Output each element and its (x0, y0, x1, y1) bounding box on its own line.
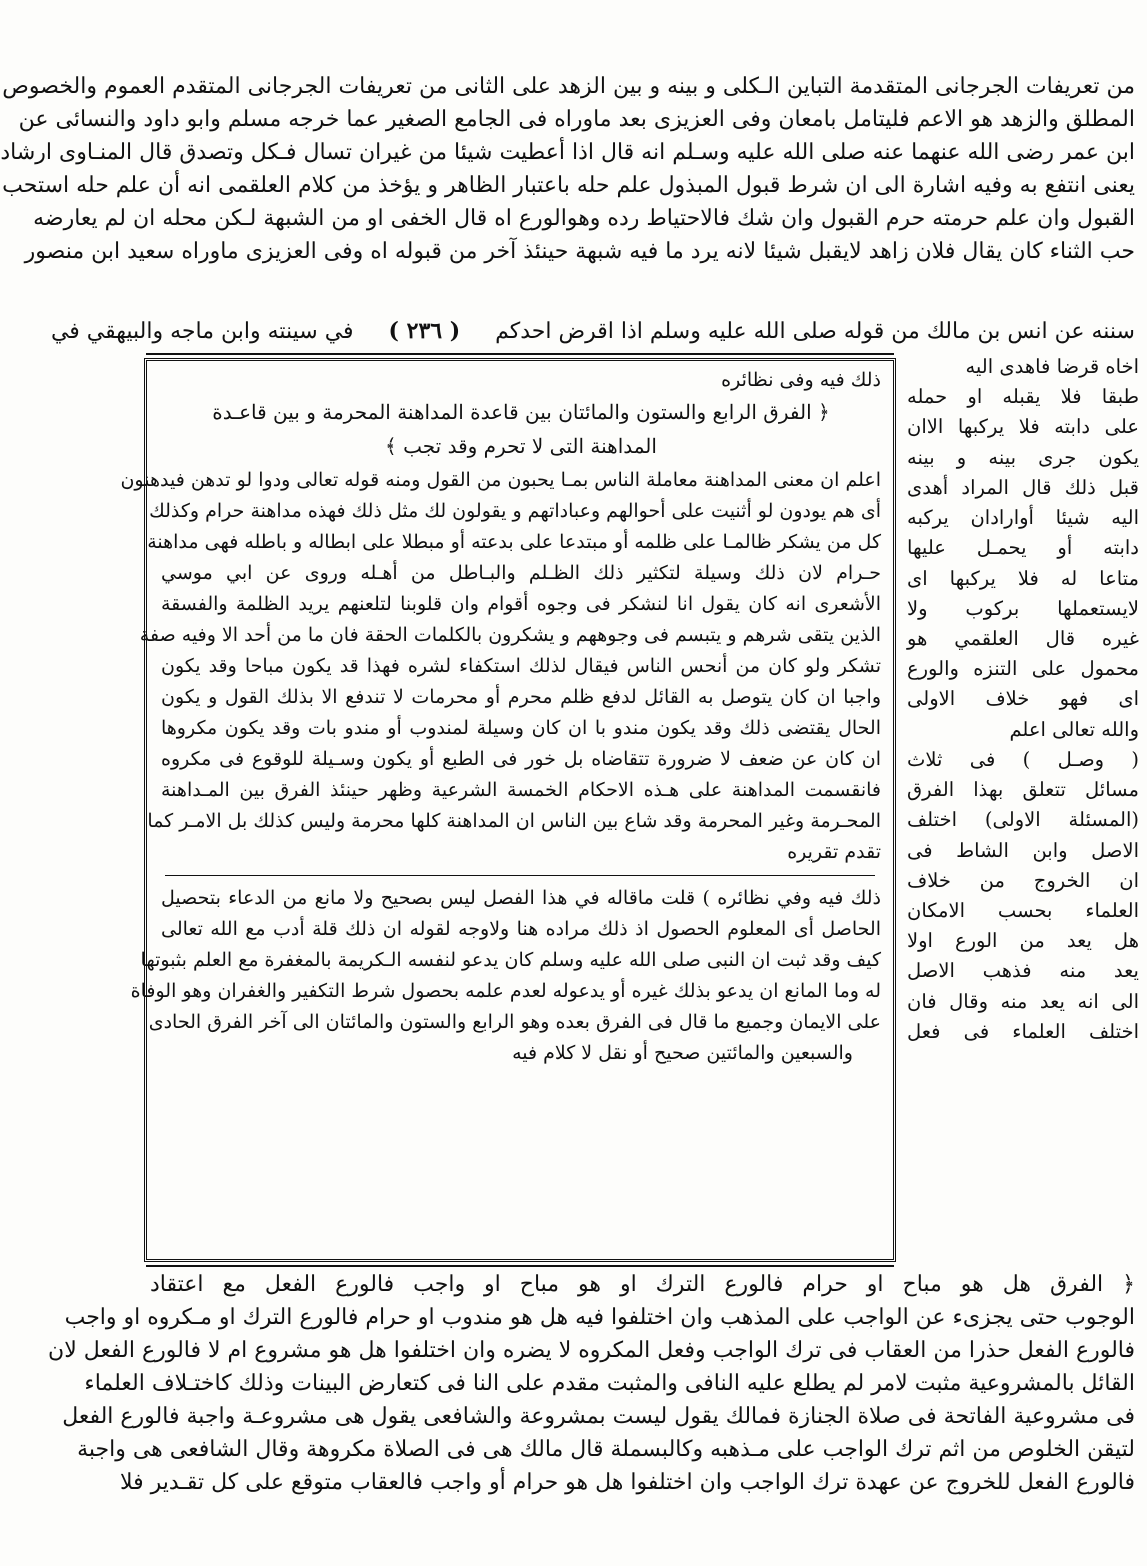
side-line: يعد منه فذهب الاصل (907, 959, 1139, 982)
page-line-left: في سينته وابن ماجه والبيهقي في (50, 319, 354, 344)
text-line: فالورع الفعل حذرا من العقاب فى ترك الواجب وفعل المكروه لا يضره وان اختلفوا هل هو مشروع ام لا فالورع الفعل لان (48, 1338, 1135, 1363)
side-line: لايستعملها بركوب ولا (907, 597, 1139, 620)
footnote-line: والسبعين والمائتين صحيح أو نقل لا كلام فيه (512, 1042, 853, 1064)
text-line: يعنى انتفع به وفيه اشارة الى ان شرط قبول المبذول علم حله باعتبار الظاهر و يؤخذ من كلام العلقمى انه أن علم حله استحب (2, 173, 1135, 198)
side-line: والله تعالى اعلم (1009, 718, 1139, 741)
footnote-separator (165, 875, 875, 876)
footnote-line: على الايمان وجميع ما قال فى الفرق بعده وهو الرابع والستون والمائتان الى آخر الفرق الحادى (148, 1011, 881, 1033)
page-number-line (50, 315, 1135, 348)
body-line: كل من يشكر ظالمـا على ظلمه أو مبتدعا على بدعته أو مبطلا على ابطاله و باطله فهى مداهنة (147, 531, 881, 553)
side-line: ان الخروج من خلاف (907, 869, 1139, 892)
side-line: اى فهو خلاف الاولى (907, 687, 1139, 710)
side-line: هل يعد من الورع اولا (907, 929, 1139, 952)
text-line: لتيقن الخلوص من اثم ترك الواجب على مـذهبه وكالبسملة قال مالك هى فى الصلاة مكروهة وقال الشافعى هى واجبة (77, 1437, 1135, 1462)
text-line: من تعريفات الجرجانى المتقدمة التباين الـكلى و بينه و بين الزهد على الثانى من تعريفات الجرجانى المتقدم العموم والخصوص (2, 74, 1135, 99)
side-line: متاعا له فلا يركبها اى (907, 567, 1139, 590)
body-line: اعلم ان معنى المداهنة معاملة الناس بمـا يحبون من القول ومنه قوله تعالى ودوا لو تدهن فيدهنون (120, 469, 881, 491)
text-line: القبول وان علم حرمته حرم القبول وان شك فالاحتياط رده وهوالورع اه قال الخفى او من الشبهة لـكن محله ان لم يعارضه (33, 206, 1135, 231)
page-number: ( ٢٣٦ ) (388, 318, 461, 344)
text-line: ابن عمر رضى الله عنهما عنه صلى الله عليه وسـلم انه قال اذا أعطيت شيئا من غيران تسال فـكل وتصدق قال المنـاوى ارشاد (0, 140, 1135, 165)
side-line: الاصل وابن الشاط فى (907, 839, 1139, 862)
side-line: العلماء بحسب الامكان (907, 899, 1139, 922)
commentary-box (120, 358, 896, 1262)
text-line-with-heading (150, 1268, 1135, 1301)
body-line: المحـرمة وغير المحرمة وقد شاع بين الناس ان المداهنة كلها محرمة وليس كذلك بل الامـر كما (147, 810, 881, 832)
side-line: دابته أو يحمـل عليها (907, 536, 1139, 559)
body-line: تشكر ولو كان من أنحس الناس فيقال لذلك استكفاء لشره فهذا قد يكون مباحا وقد يكون (161, 655, 881, 677)
body-line: الذين يتقى شرهم و يتبسم فى وجوههم و يشكرون بالكلمات الحقة فان ما من أحد الا وفيه صفة (139, 624, 881, 646)
side-line: محمول على التنزه والورع (907, 657, 1139, 680)
side-line: مسائل تتعلق بهذا الفرق (907, 778, 1139, 801)
bottom-line-text: هل هو مباح او حرام فالورع الترك او هو مباح او واجب فالورع الفعل مع اعتقاد (150, 1272, 1032, 1297)
side-line: اليه شيئا أوارادان يركبه (907, 506, 1139, 529)
side-line: ( وصـل ) فى ثلاث (907, 748, 1139, 771)
body-line: واجبا ان كان يتوصل به القائل لدفع ظلم محرم أو محرمات لا تندفع الا بذلك القول و يكون (161, 686, 881, 708)
text-line: الوجوب حتى يجزىء عن الواجب على المذهب وان اختلفوا فيه هل هو مندوب او حرام فالورع الترك او مـكروه او واجب (64, 1305, 1135, 1330)
bottom-heading: ﴿ الفرق (1049, 1272, 1135, 1297)
body-line: الأشعرى انه كان يقول انا لنشكر فى وجوه أقوام وان قلوبنا لتلعنهم يريد الظلمة والفسقة (161, 593, 881, 615)
side-line: قبل ذلك قال المراد أهدى (907, 476, 1139, 499)
side-line: الى انه يعد منه وقال فان (907, 990, 1139, 1013)
body-line: فانقسمت المداهنة على هـذه الاحكام الخمسة الشرعية وظهر حينئذ الفرق بين المـداهنة (161, 779, 881, 801)
body-line: الحال يقتضى ذلك وقد يكون مندو با ان كان وسيلة لمندوب أو مندو بات وقد يكون مكروها (161, 717, 881, 739)
section-heading: ﴿ الفرق الرابع والستون والمائتان بين قاعدة المداهنة المحرمة و بين قاعـدة (212, 400, 830, 424)
side-line: اخاه قرضا فاهدى اليه (965, 355, 1139, 378)
footnote-line: كيف وقد ثبت ان النبى صلى الله عليه وسلم كان يدعو لنفسه الـكريمة بالمغفرة مع العلم بثبوتها (140, 949, 881, 971)
body-line: حـرام لان ذلك وسيلة لتكثير ذلك الظـلم والبـاطل من أهـله وروى عن ابي موسي (161, 562, 881, 584)
page-line-right: سننه عن انس بن مالك من قوله صلى الله عليه وسلم اذا اقرض احدكم (495, 319, 1135, 344)
footnote-line: الحاصل أى المعلوم الحصول اذ ذلك مراده هنا ولاوجه لقوله ان ذلك قلة أدب مع الله تعالى (161, 918, 881, 940)
side-line: على دابته فلا يركبها الاان (907, 415, 1139, 438)
side-line: (المسئلة الاولى) اختلف (907, 808, 1139, 831)
body-line: تقدم تقريره (787, 841, 881, 863)
side-line: طبقا فلا يقبله او حمله (907, 385, 1139, 408)
text-line: فالورع الفعل للخروج عن عهدة ترك الواجب وان اختلفوا هل هو حرام أو واجب فالعقاب متوقع على كل تقـدير فلا (119, 1470, 1135, 1495)
side-line: غيره قال العلقمي هو (907, 627, 1139, 650)
text-line: حب الثناء كان يقال فلان زاهد لايقبل شيئا لانه يرد ما فيه شبهة حينئذ آخر من قبوله اه وفى العزيزى ماوراه سعيد ابن منصور (24, 239, 1135, 264)
footnote-line: له وما المانع ان يدعو بذلك غيره أو يدعوله لعدم علمه بحصول شرط التكفير والغفران وهو الوفاة (130, 980, 881, 1002)
section-heading-continued: المداهنة التى لا تحرم وقد تجب ﴾ (385, 434, 657, 458)
side-line: اختلف العلماء فى فعل (907, 1020, 1139, 1043)
text-line: القائل بالمشروعية مثبت لامر لم يطلع عليه النافى والمثبت مقدم على النا فى كتعارض البينات وذلك كاختـلاف العلماء (84, 1371, 1135, 1396)
body-line: ان كان عن ضعف لا ضرورة تتقاضاه بل خور فى الطبع أو يكون وسـيلة للوقوع فى مكروه (161, 748, 881, 770)
footnote-line: ذلك فيه وفي نظائره ) قلت ماقاله في هذا الفصل ليس بصحيح ولا مانع من الدعاء بتحصيل (161, 887, 881, 909)
box-intro: ذلك فيه وفى نظائره (721, 369, 881, 391)
body-line: أى هم يودون لو أثنيت على أحوالهم وعباداتهم و يقولون لك مثل ذلك فهذه مداهنة حرام وكذلك (149, 500, 881, 522)
text-line: فى مشروعية الفاتحة فى صلاة الجنازة فمالك يقول ليست بمشروعة والشافعى يقول هى مشروعـة واجبة فالورع الفعل (62, 1404, 1135, 1429)
text-line: المطلق والزهد هو الاعم فليتامل بامعان وفى العزيزى بعد ماوراه فى الجامع الصغير عما خرجه مسلم وابو داود والنسائى عن (18, 107, 1135, 132)
side-line: يكون جرى بينه و بينه (907, 446, 1139, 469)
